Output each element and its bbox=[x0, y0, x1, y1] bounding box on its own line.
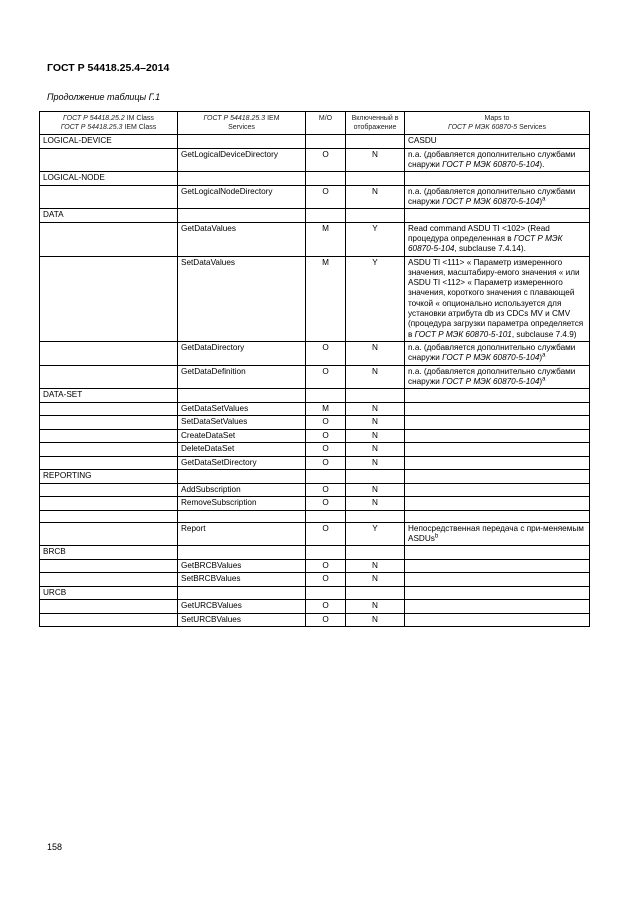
table-row bbox=[40, 586, 590, 600]
mo-cell: O bbox=[306, 522, 346, 546]
service-cell: GetBRCBValues bbox=[178, 559, 306, 573]
table-row bbox=[40, 416, 590, 430]
mapping-table bbox=[39, 111, 590, 627]
included-cell: N bbox=[346, 185, 405, 209]
included-cell: Y bbox=[346, 522, 405, 546]
page-number: 158 bbox=[47, 842, 63, 852]
table-row bbox=[40, 470, 590, 484]
included-cell: N bbox=[346, 341, 405, 365]
table-row bbox=[40, 613, 590, 627]
included-cell: N bbox=[346, 148, 405, 172]
class-cell: LOGICAL-DEVICE bbox=[40, 135, 178, 149]
service-cell: GetDataSetDirectory bbox=[178, 456, 306, 470]
table-row bbox=[40, 429, 590, 443]
maps-cell: n.a. (добавляется дополнительно службами снаружи ГОСТ Р МЭК 60870-5-104)$^a$ bbox=[405, 185, 590, 209]
header-class: ГОСТ Р 54418.25.2 IM Class ГОСТ Р 54418.25.3 IEM Class bbox=[40, 112, 178, 135]
service-cell: AddSubscription bbox=[178, 483, 306, 497]
maps-cell: n.a. (добавляется дополнительно службами снаружи ГОСТ Р МЭК 60870-5-104)$^a$ bbox=[405, 365, 590, 389]
header-included: Включенный в отображение bbox=[346, 112, 405, 135]
mo-cell: M bbox=[306, 402, 346, 416]
table-row bbox=[40, 559, 590, 573]
class-cell: DATA-SET bbox=[40, 389, 178, 403]
maps-cell: n.a. (добавляется дополнительно службами снаружи ГОСТ Р МЭК 60870-5-104). bbox=[405, 148, 590, 172]
included-cell: N bbox=[346, 402, 405, 416]
included-cell: N bbox=[346, 600, 405, 614]
table-row bbox=[40, 148, 590, 172]
mo-cell: O bbox=[306, 429, 346, 443]
included-cell: N bbox=[346, 456, 405, 470]
table-row bbox=[40, 389, 590, 403]
service-cell: Report bbox=[178, 522, 306, 546]
service-cell: SetURCBValues bbox=[178, 613, 306, 627]
mo-cell: O bbox=[306, 365, 346, 389]
mo-cell: O bbox=[306, 148, 346, 172]
table-row bbox=[40, 365, 590, 389]
maps-cell: ASDU TI <111> « Параметр измеренного значения, масштабиру-емого значения « или ASDU TI <112> « Параметр измеренного значения, короткого значения с плавающей точкой « опционально используется для установки атрибута db из CDCs MV и CMV (процедура загрузки параметра определяется в ГОСТ Р МЭК 60870-5-101, subclause 7.4.9) bbox=[405, 256, 590, 341]
included-cell: Y bbox=[346, 256, 405, 341]
mo-cell: O bbox=[306, 416, 346, 430]
service-cell: SetBRCBValues bbox=[178, 573, 306, 587]
included-cell: N bbox=[346, 443, 405, 457]
header-services: ГОСТ Р 54418.25.3 IEM Services bbox=[178, 112, 306, 135]
table-row bbox=[40, 456, 590, 470]
service-cell: GetDataValues bbox=[178, 222, 306, 256]
service-cell: SetDataSetValues bbox=[178, 416, 306, 430]
mo-cell: O bbox=[306, 600, 346, 614]
table-row bbox=[40, 483, 590, 497]
table-row bbox=[40, 135, 590, 149]
table-row bbox=[40, 341, 590, 365]
included-cell: N bbox=[346, 613, 405, 627]
standard-title: ГОСТ Р 54418.25.4–2014 bbox=[47, 62, 170, 74]
mo-cell: O bbox=[306, 559, 346, 573]
service-cell: GetLogicalDeviceDirectory bbox=[178, 148, 306, 172]
mo-cell: O bbox=[306, 497, 346, 511]
table-row bbox=[40, 172, 590, 186]
maps-cell: Непосредственная передача с при-меняемым ASDUs$^b$ bbox=[405, 522, 590, 546]
maps-cell: Read command ASDU TI <102> (Read процедура определенная в ГОСТ Р МЭК 60870-5-104, subclause 7.4.14). bbox=[405, 222, 590, 256]
included-cell: N bbox=[346, 483, 405, 497]
table-row bbox=[40, 510, 590, 522]
table-row bbox=[40, 522, 590, 546]
included-cell: N bbox=[346, 365, 405, 389]
mo-cell: M bbox=[306, 256, 346, 341]
table-row bbox=[40, 573, 590, 587]
service-cell: GetDataSetValues bbox=[178, 402, 306, 416]
class-cell: REPORTING bbox=[40, 470, 178, 484]
service-cell: GetURCBValues bbox=[178, 600, 306, 614]
service-cell: DeleteDataSet bbox=[178, 443, 306, 457]
mo-cell: M bbox=[306, 222, 346, 256]
included-cell: Y bbox=[346, 222, 405, 256]
included-cell: N bbox=[346, 416, 405, 430]
header-maps-to: Maps to ГОСТ Р МЭК 60870-5 Services bbox=[405, 112, 590, 135]
header-mo: M/O bbox=[306, 112, 346, 135]
table-row bbox=[40, 402, 590, 416]
table-row bbox=[40, 546, 590, 560]
service-cell: GetDataDirectory bbox=[178, 341, 306, 365]
class-cell: URCB bbox=[40, 586, 178, 600]
mo-cell: O bbox=[306, 443, 346, 457]
included-cell: N bbox=[346, 559, 405, 573]
table-row bbox=[40, 209, 590, 223]
service-cell: GetLogicalNodeDirectory bbox=[178, 185, 306, 209]
included-cell: N bbox=[346, 497, 405, 511]
table-row bbox=[40, 185, 590, 209]
mo-cell: O bbox=[306, 573, 346, 587]
mo-cell: O bbox=[306, 483, 346, 497]
service-cell: GetDataDefinition bbox=[178, 365, 306, 389]
service-cell: RemoveSubscription bbox=[178, 497, 306, 511]
class-cell: BRCB bbox=[40, 546, 178, 560]
table-row bbox=[40, 600, 590, 614]
service-cell: SetDataValues bbox=[178, 256, 306, 341]
service-cell: CreateDataSet bbox=[178, 429, 306, 443]
table-row bbox=[40, 222, 590, 256]
included-cell: N bbox=[346, 429, 405, 443]
maps-cell: CASDU bbox=[405, 135, 590, 149]
mo-cell: O bbox=[306, 613, 346, 627]
table-row bbox=[40, 443, 590, 457]
table-header-row bbox=[40, 112, 590, 135]
mo-cell: O bbox=[306, 341, 346, 365]
maps-cell: n.a. (добавляется дополнительно службами снаружи ГОСТ Р МЭК 60870-5-104)$^a$ bbox=[405, 341, 590, 365]
table-continuation-caption: Продолжение таблицы Г.1 bbox=[47, 92, 161, 102]
class-cell: LOGICAL-NODE bbox=[40, 172, 178, 186]
mo-cell: O bbox=[306, 456, 346, 470]
table-row bbox=[40, 256, 590, 341]
class-cell: DATA bbox=[40, 209, 178, 223]
mo-cell: O bbox=[306, 185, 346, 209]
table-row bbox=[40, 497, 590, 511]
included-cell: N bbox=[346, 573, 405, 587]
